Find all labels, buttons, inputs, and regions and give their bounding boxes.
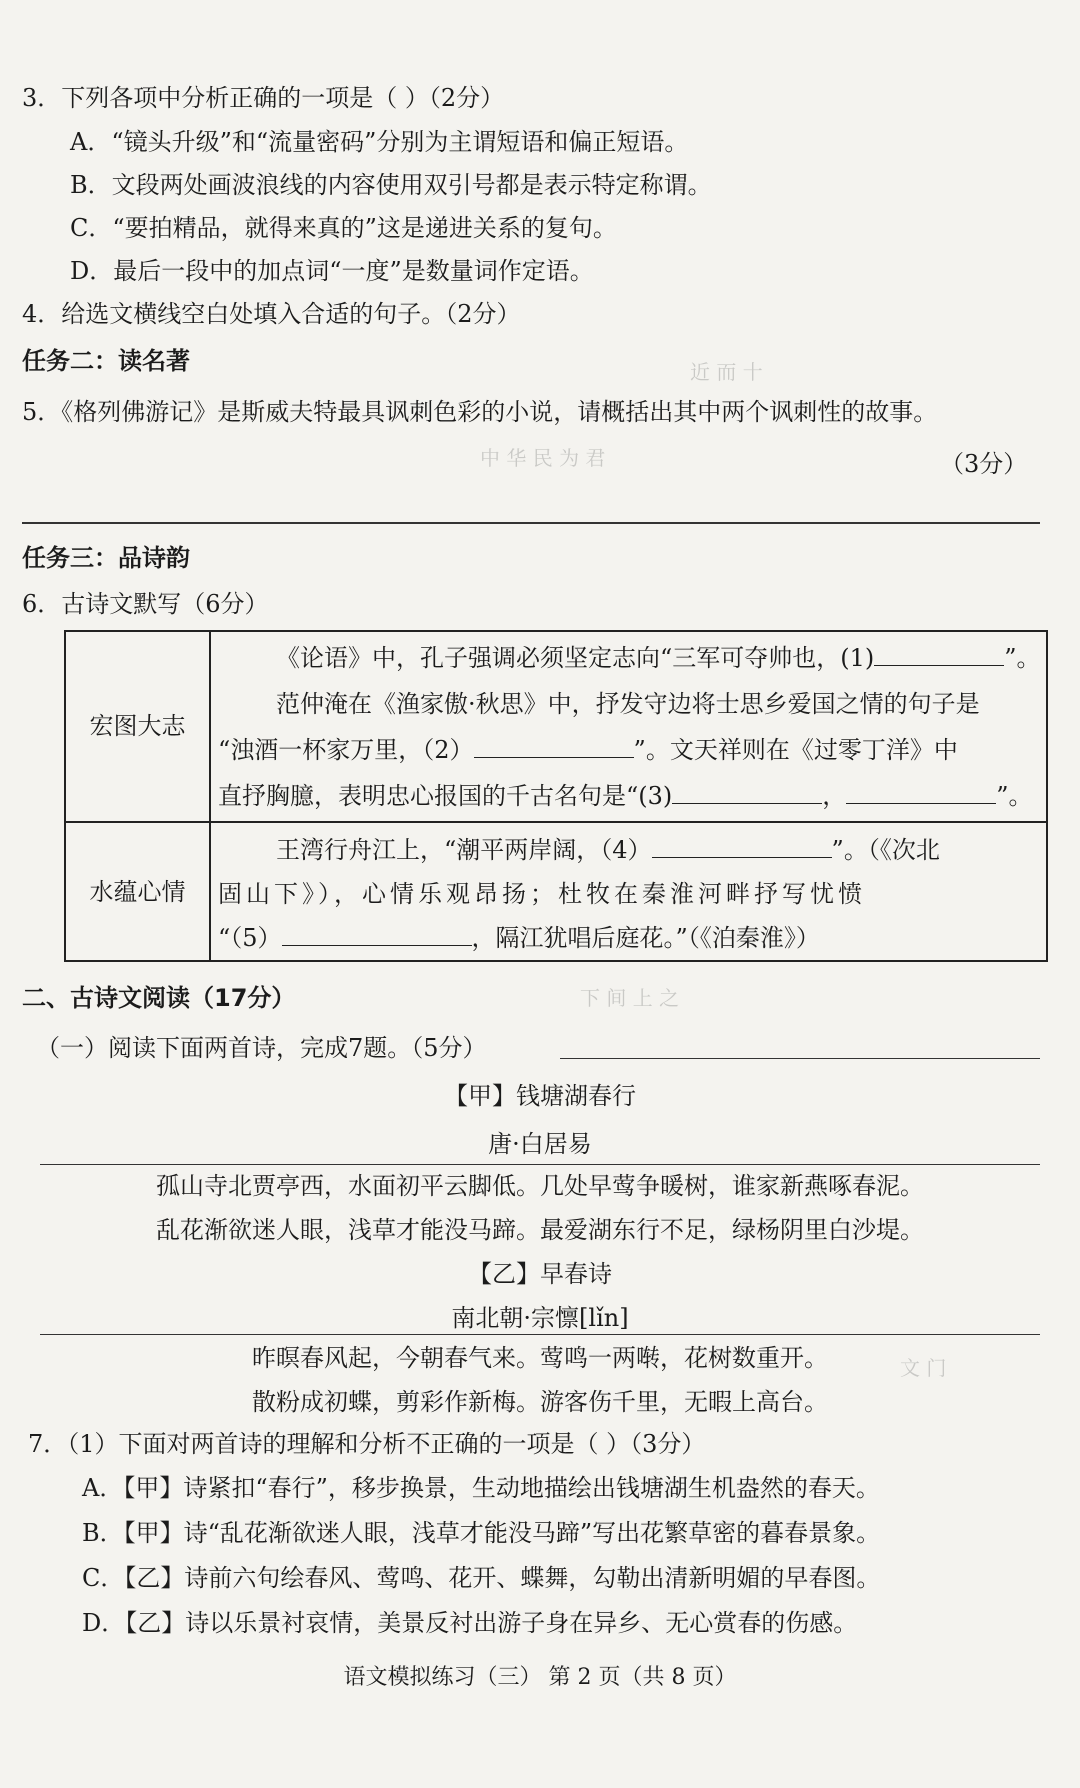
poem-jia-author: 唐·白居易 [488, 1130, 592, 1158]
table-divider [66, 821, 1046, 823]
q7-option-c: C．【乙】诗前六句绘春风、莺鸣、花开、蝶舞，勾勒出清新明媚的早春图。 [82, 1564, 881, 1592]
q4-stem: 4．给选文横线空白处填入合适的句子。（2分） [22, 300, 521, 328]
fill-blank-4[interactable] [652, 835, 832, 858]
poem-yi-author: 南北朝·宗懔[lǐn] [451, 1304, 629, 1332]
answer-line [22, 522, 1040, 524]
table-line: 范仲淹在《渔家傲·秋思》中，抒发守边将士思乡爱国之情的句子是 [276, 690, 980, 718]
q3-option-d: D．最后一段中的加点词“一度”是数量词作定语。 [70, 257, 594, 285]
poem-yi-title: 【乙】早春诗 [468, 1260, 612, 1288]
separator-line [40, 1164, 1040, 1165]
table-line: 直抒胸臆，表明忠心报国的千古名句是“(3) ， ”。 [218, 782, 1033, 810]
q3-option-a: A．“镜头升级”和“流量密码”分别为主谓短语和偏正短语。 [70, 128, 689, 156]
poem-jia-line-1: 孤山寺北贾亭西，水面初平云脚低。几处早莺争暖树，谁家新燕啄春泥。 [156, 1172, 924, 1200]
table-line: 固山下》），心情乐观昂扬；杜牧在秦淮河畔抒写忧愤 [218, 880, 866, 908]
bleed-through-mark: 近 而 十 [690, 360, 763, 384]
q3-option-c: C．“要拍精品，就得来真的”这是递进关系的复句。 [70, 214, 617, 242]
recitation-table [64, 630, 1048, 962]
table-line: 《论语》中，孔子强调必须坚定志向“三军可夺帅也，(1) ”。 [276, 644, 1041, 672]
q7-option-b: B．【甲】诗“乱花渐欲迷人眼，浅草才能没马蹄”写出花繁草密的暮春景象。 [82, 1519, 881, 1547]
q3-stem: 3．下列各项中分析正确的一项是（ ）（2分） [22, 84, 505, 112]
bleed-through-mark: 下 间 上 之 [580, 986, 680, 1010]
fill-blank-3b[interactable] [846, 781, 996, 804]
page-footer: 语文模拟练习（三） 第 2 页（共 8 页） [343, 1665, 737, 1690]
row-label-ambition: 宏图大志 [89, 712, 186, 740]
fill-blank-2[interactable] [474, 735, 634, 758]
poem-yi-line-2: 散粉成初蝶，剪彩作新梅。游客伤千里，无暇上高台。 [252, 1388, 828, 1416]
table-line: “（5） ，隔江犹唱后庭花。”（《泊秦淮》） [218, 924, 820, 952]
separator-line [40, 1334, 1040, 1335]
table-divider [209, 632, 211, 960]
table-line: 王湾行舟江上，“潮平两岸阔，（4） ”。（《次北 [276, 836, 940, 864]
q7-option-a: A．【甲】诗紧扣“春行”，移步换景，生动地描绘出钱塘湖生机盎然的春天。 [82, 1474, 880, 1502]
q7-option-d: D．【乙】诗以乐景衬哀情，美景反衬出游子身在异乡、无心赏春的伤感。 [82, 1609, 858, 1637]
poem-jia-title: 【甲】钱塘湖春行 [444, 1082, 636, 1110]
table-line: “浊酒一杯家万里，（2） ”。文天祥则在《过零丁洋》中 [218, 736, 958, 764]
q7-stem: 7．（1）下面对两首诗的理解和分析不正确的一项是（ ）（3分） [28, 1430, 706, 1458]
q6-stem: 6．古诗文默写（6分） [22, 590, 269, 618]
fill-blank-3a[interactable] [672, 781, 822, 804]
q5-score: （3分） [940, 450, 1028, 478]
section2-title: 二、古诗文阅读（17分） [22, 984, 296, 1012]
poem-jia-line-2: 乱花渐欲迷人眼，浅草才能没马蹄。最爱湖东行不足，绿杨阴里白沙堤。 [156, 1216, 924, 1244]
bleed-through-mark: 中 华 民 为 君 [480, 446, 606, 470]
part1-title: （一）阅读下面两首诗，完成7题。（5分） [36, 1034, 487, 1062]
row-label-mood: 水蕴心情 [89, 878, 186, 906]
q5-stem: 5．《格列佛游记》是斯威夫特最具讽刺色彩的小说，请概括出其中两个讽刺性的故事。 [22, 398, 938, 426]
poem-yi-line-1: 昨暝春风起，今朝春气来。莺鸣一两啭，花树数重开。 [252, 1344, 828, 1372]
fill-blank-5[interactable] [282, 923, 472, 946]
bleed-through-mark: 文 门 [900, 1356, 947, 1380]
q3-option-b: B．文段两处画波浪线的内容使用双引号都是表示特定称谓。 [70, 171, 712, 199]
answer-line [560, 1058, 1040, 1059]
task3-title: 任务三：品诗韵 [22, 544, 190, 572]
task2-title: 任务二：读名著 [22, 347, 190, 375]
fill-blank-1[interactable] [874, 643, 1004, 666]
